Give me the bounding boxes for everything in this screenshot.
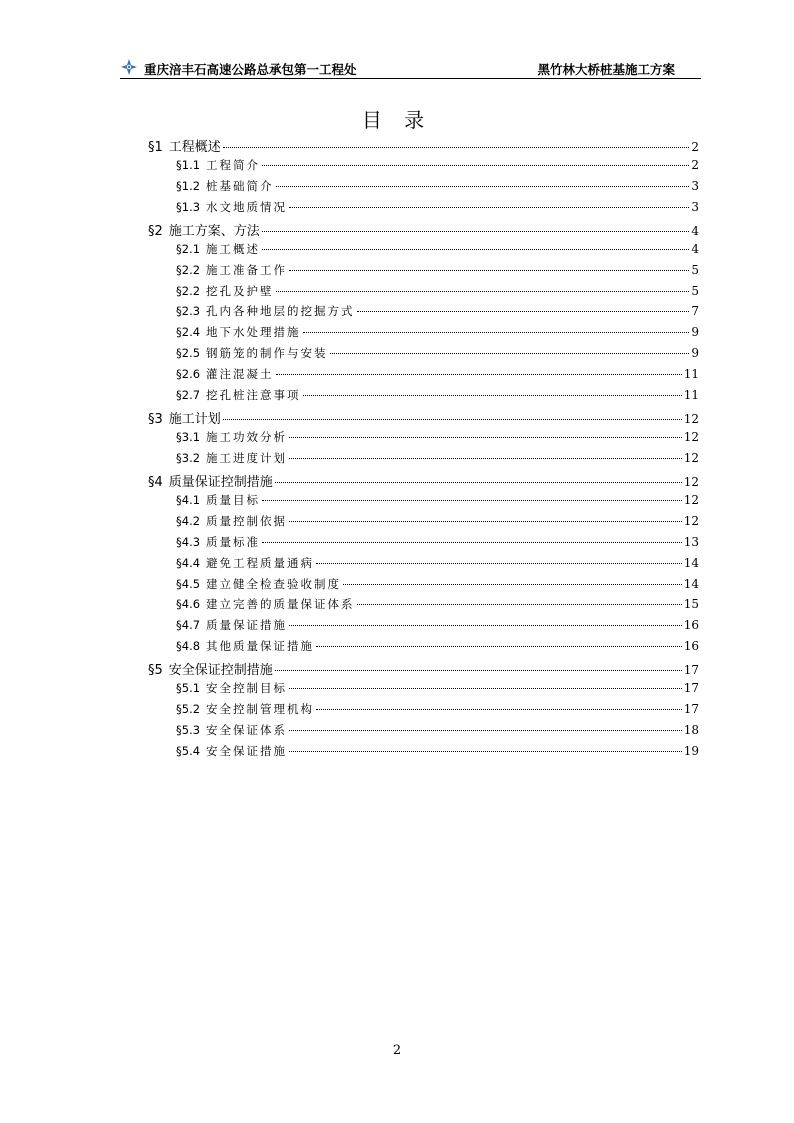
toc-entry-page: 3	[691, 178, 699, 193]
toc-subsection-entry[interactable]	[176, 157, 699, 177]
toc-subsection-entry[interactable]	[176, 241, 699, 261]
toc-leader-dots	[289, 521, 682, 522]
toc-entry-number: §3.2	[176, 450, 201, 465]
toc-entry-number: §1.2	[176, 178, 201, 193]
toc-entry-number: §2.4	[176, 325, 201, 340]
toc-leader-dots	[275, 670, 682, 671]
header-organization: 重庆涪丰石高速公路总承包第一工程处	[144, 62, 357, 77]
toc-entry-number: §2.1	[176, 241, 201, 256]
toc-subsection-entry[interactable]	[176, 303, 699, 323]
toc-entry-number: §4.8	[176, 639, 201, 654]
toc-entry-page: 16	[683, 618, 699, 633]
toc-entry-page: 5	[691, 262, 699, 277]
toc-subsection-entry[interactable]	[176, 576, 699, 596]
toc-leader-dots	[223, 147, 690, 148]
toc-subsection-entry[interactable]	[176, 262, 699, 282]
toc-entry-page: 14	[683, 555, 699, 570]
toc-leader-dots	[276, 374, 682, 375]
toc-entry-number: §2.3	[176, 304, 201, 319]
toc-entry-number: §4.5	[176, 576, 201, 591]
toc-entry-label: 建立健全检查验收制度	[206, 576, 342, 591]
toc-leader-dots	[276, 291, 690, 292]
toc-entry-label: 质量标准	[206, 534, 261, 549]
toc-subsection-entry[interactable]	[176, 513, 699, 533]
toc-entry-page: 15	[683, 597, 699, 612]
toc-subsection-entry[interactable]	[176, 345, 699, 365]
toc-entry-number: §4.6	[176, 597, 201, 612]
toc-entry-label: 质量目标	[206, 492, 261, 507]
toc-subsection-entry[interactable]	[176, 638, 699, 658]
toc-entry-page: 3	[691, 199, 699, 214]
toc-entry-number: §3	[148, 412, 163, 428]
toc-entry-number: §4.1	[176, 492, 201, 507]
toc-entry-label: 避免工程质量通病	[206, 555, 315, 570]
toc-subsection-entry[interactable]	[176, 701, 699, 721]
toc-leader-dots	[357, 311, 690, 312]
toc-entry-number: §2	[148, 223, 163, 239]
toc-entry-label: 质量保证控制措施	[168, 474, 273, 490]
toc-entry-label: 施工计划	[168, 412, 221, 428]
header-document-title: 黑竹林大桥桩基施工方案	[537, 62, 675, 77]
toc-entry-label: 施工方案、方法	[168, 223, 260, 239]
toc-leader-dots	[262, 165, 689, 166]
toc-entry-label: 施工概述	[206, 241, 261, 256]
toc-entry-page: 12	[683, 474, 699, 489]
toc-entry-number: §4.7	[176, 618, 201, 633]
toc-entry-number: §2.2	[176, 283, 201, 298]
toc-subsection-entry[interactable]	[176, 429, 699, 449]
toc-leader-dots	[343, 584, 682, 585]
toc-entry-page: 17	[683, 702, 699, 717]
toc-entry-page: 12	[683, 492, 699, 507]
toc-leader-dots	[330, 353, 690, 354]
toc-entry-page: 9	[691, 325, 699, 340]
toc-leader-dots	[289, 270, 689, 271]
toc-leader-dots	[303, 332, 690, 333]
toc-leader-dots	[289, 437, 682, 438]
toc-entry-number: §3.1	[176, 430, 201, 445]
toc-entry-label: 安全控制目标	[206, 681, 288, 696]
toc-leader-dots	[316, 563, 682, 564]
toc-entry-label: 工程简介	[206, 157, 261, 172]
toc-entry-page: 14	[683, 576, 699, 591]
toc-entry-page: 12	[683, 412, 699, 427]
toc-subsection-entry[interactable]	[176, 534, 699, 554]
toc-section-entry[interactable]	[148, 471, 699, 491]
toc-section-entry[interactable]	[148, 220, 699, 240]
toc-entry-page: 5	[691, 283, 699, 298]
toc-subsection-entry[interactable]	[176, 617, 699, 637]
toc-entry-page: 2	[691, 157, 699, 172]
toc-entry-page: 17	[683, 681, 699, 696]
toc-entry-label: 建立完善的质量保证体系	[206, 597, 355, 612]
page-header	[120, 58, 701, 79]
toc-entry-number: §4.2	[176, 513, 201, 528]
toc-leader-dots	[262, 249, 689, 250]
toc-entry-page: 12	[683, 513, 699, 528]
toc-entry-page: 2	[691, 140, 699, 154]
toc-subsection-entry[interactable]	[176, 743, 699, 763]
toc-entry-label: 地下水处理措施	[206, 325, 301, 340]
toc-subsection-entry[interactable]	[176, 722, 699, 742]
toc-subsection-entry[interactable]	[176, 450, 699, 470]
toc-entry-number: §4.4	[176, 555, 201, 570]
toc-entry-label: 质量保证措施	[206, 618, 288, 633]
toc-subsection-entry[interactable]	[176, 366, 699, 386]
page-number: 2	[392, 1043, 402, 1058]
toc-entry-label: 钢筋笼的制作与安装	[206, 346, 328, 361]
toc-entry-label: 工程概述	[168, 140, 221, 155]
toc-entry-label: 挖孔及护壁	[206, 283, 274, 298]
toc-entry-page: 13	[683, 534, 699, 549]
toc-entry-page: 4	[691, 241, 699, 256]
toc-subsection-entry[interactable]	[176, 680, 699, 700]
toc-entry-page: 11	[683, 367, 699, 382]
toc-entry-page: 7	[691, 304, 699, 319]
toc-entry-page: 18	[683, 723, 699, 738]
toc-entry-label: 灌注混凝土	[206, 367, 274, 382]
toc-entry-label: 孔内各种地层的挖掘方式	[206, 304, 355, 319]
toc-subsection-entry[interactable]	[176, 199, 699, 219]
toc-entry-number: §5.2	[176, 702, 201, 717]
toc-leader-dots	[262, 542, 682, 543]
toc-leader-dots	[289, 625, 682, 626]
toc-entry-page: 12	[683, 430, 699, 445]
toc-entry-number: §1.3	[176, 199, 201, 214]
toc-section-entry[interactable]	[148, 408, 699, 428]
toc-leader-dots	[289, 458, 682, 459]
toc-leader-dots	[289, 751, 682, 752]
toc-entry-page: 19	[683, 743, 699, 758]
toc-entry-label: 水文地质情况	[206, 199, 288, 214]
toc-entry-number: §5	[148, 663, 163, 679]
company-logo-icon	[120, 58, 138, 76]
toc-leader-dots	[223, 419, 682, 420]
toc-entry-number: §5.3	[176, 723, 201, 738]
toc-entry-label: 安全保证体系	[206, 723, 288, 738]
toc-entry-number: §2.5	[176, 346, 201, 361]
toc-section-entry[interactable]	[148, 136, 699, 156]
toc-leader-dots	[316, 646, 682, 647]
toc-subsection-entry[interactable]	[176, 596, 699, 616]
toc-entry-label: 施工准备工作	[206, 262, 288, 277]
toc-entry-label: 挖孔桩注意事项	[206, 388, 301, 403]
toc-subsection-entry[interactable]	[176, 387, 699, 407]
toc-entry-label: 施工进度计划	[206, 450, 288, 465]
toc-entry-page: 16	[683, 639, 699, 654]
toc-subsection-entry[interactable]	[176, 178, 699, 198]
toc-leader-dots	[275, 482, 682, 483]
toc-leader-dots	[357, 604, 682, 605]
toc-entry-number: §2.2	[176, 262, 201, 277]
toc-entry-label: 安全控制管理机构	[206, 702, 315, 717]
toc-leader-dots	[276, 186, 690, 187]
toc-entry-number: §1	[148, 140, 163, 155]
page-title: 目 录	[361, 108, 433, 132]
toc-entry-number: §2.6	[176, 367, 201, 382]
toc-entry-number: §4	[148, 474, 163, 490]
toc-subsection-entry[interactable]	[176, 283, 699, 303]
toc-leader-dots	[262, 500, 682, 501]
toc-entry-label: 质量控制依据	[206, 513, 288, 528]
toc-leader-dots	[303, 395, 682, 396]
toc-entry-page: 11	[683, 388, 699, 403]
toc-entry-number: §1.1	[176, 157, 201, 172]
toc-entry-label: 施工功效分析	[206, 430, 288, 445]
toc-entry-number: §2.7	[176, 388, 201, 403]
toc-entry-page: 12	[683, 450, 699, 465]
toc-leader-dots	[262, 231, 690, 232]
toc-section-entry[interactable]	[148, 659, 699, 679]
toc-leader-dots	[289, 730, 682, 731]
toc-entry-page: 17	[683, 663, 699, 678]
toc-leader-dots	[289, 688, 682, 689]
toc-entry-label: 安全保证控制措施	[168, 663, 273, 679]
toc-leader-dots	[289, 207, 689, 208]
toc-leader-dots	[316, 709, 682, 710]
toc-subsection-entry[interactable]	[176, 555, 699, 575]
toc-entry-page: 9	[691, 346, 699, 361]
toc-entry-label: 桩基础简介	[206, 178, 274, 193]
toc-entry-label: 安全保证措施	[206, 743, 288, 758]
toc-entry-number: §5.1	[176, 681, 201, 696]
toc-entry-number: §5.4	[176, 743, 201, 758]
toc-subsection-entry[interactable]	[176, 492, 699, 512]
toc-entry-label: 其他质量保证措施	[206, 639, 315, 654]
toc-entry-number: §4.3	[176, 534, 201, 549]
toc-subsection-entry[interactable]	[176, 324, 699, 344]
toc-entry-page: 4	[691, 223, 699, 238]
